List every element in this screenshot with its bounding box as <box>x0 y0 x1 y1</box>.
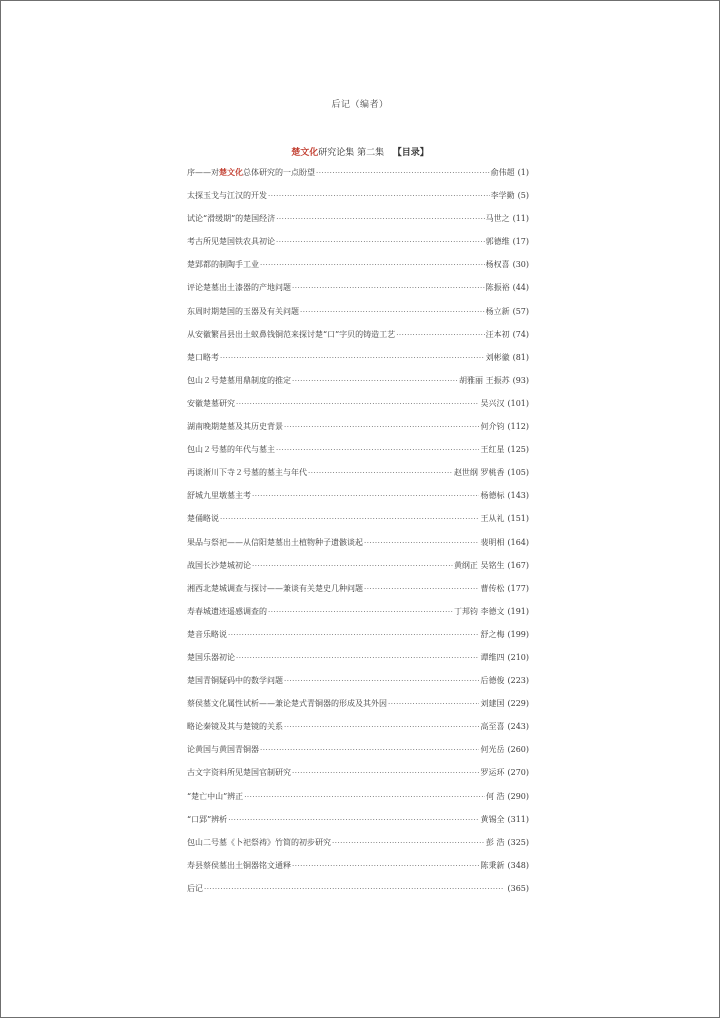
toc-entry-title: “楚亡中山”辨正 <box>187 791 244 801</box>
toc-entry <box>187 346 529 369</box>
toc-entry <box>187 761 529 784</box>
toc-entry-page: (81) <box>512 352 529 362</box>
dot-leader <box>284 670 479 693</box>
toc-series-title: 研究论集 第二集 <box>318 148 385 158</box>
toc-entry-title: 楚口略考 <box>187 352 219 362</box>
toc-entry-author: 吴兴汉 <box>480 398 505 408</box>
toc-entry-author: 后德俊 <box>480 676 505 686</box>
toc-entry-title-suffix: 总体研究的一点盼望 <box>243 168 315 177</box>
toc-entry-title: 论黄国与黄国青铜器 <box>187 745 259 755</box>
toc-entry-title: 楚俑略说 <box>187 514 219 524</box>
toc-entry-page: (11) <box>512 214 529 224</box>
toc-entry-author: 王从礼 <box>480 514 505 524</box>
toc-entry-author: 马世之 <box>485 214 510 224</box>
toc-entry-author: 裴明相 <box>480 537 505 547</box>
toc-entry-title: 舒城九里墩墓主考 <box>187 491 251 501</box>
toc-entry <box>187 369 529 392</box>
dot-leader <box>292 762 479 785</box>
dot-leader <box>204 878 503 901</box>
toc-entry <box>187 877 529 900</box>
dot-leader <box>276 439 479 462</box>
toc-entry-author: 陈秉新 <box>480 860 505 870</box>
toc-entry <box>187 531 529 554</box>
toc-entry-page: (223) <box>507 676 529 686</box>
toc-entry-title: 楚郢都的制陶手工业 <box>187 260 259 270</box>
toc-entry <box>187 600 529 623</box>
toc-label: 【目录】 <box>392 148 429 158</box>
toc-entry-author: 何介钧 <box>480 422 505 432</box>
toc-entry-page: (260) <box>507 745 529 755</box>
dot-leader <box>260 254 485 277</box>
dot-leader <box>332 832 485 855</box>
dot-leader <box>244 786 485 809</box>
afterword-heading: 后记（编者） <box>331 100 389 110</box>
toc-entry-page: (243) <box>507 722 529 732</box>
toc-entry-page: (74) <box>512 329 529 339</box>
toc-entry-page: (270) <box>507 768 529 778</box>
toc-entry-author: 何光岳 <box>480 745 505 755</box>
toc-list <box>187 161 529 900</box>
toc-series-highlight: 楚文化 <box>291 148 319 158</box>
toc-entry <box>187 715 529 738</box>
toc-entry-author: 舒之梅 <box>480 629 505 639</box>
toc-entry-author: 谭维四 <box>480 652 505 662</box>
toc-entry-author: 胡雅丽 王振苏 <box>459 375 510 385</box>
dot-leader <box>292 370 458 393</box>
toc-entry <box>187 207 529 230</box>
toc-entry-title: 战国长沙楚城初论 <box>187 560 251 570</box>
dot-leader <box>364 578 479 601</box>
toc-entry-page: (365) <box>507 883 529 893</box>
toc-entry-author: 罗运环 <box>480 768 505 778</box>
toc-entry-author: 丁邦钧 李德文 <box>453 606 505 616</box>
toc-entry-author: 彭 浩 <box>485 837 505 847</box>
toc-entry <box>187 692 529 715</box>
toc-entry-author: 杨权喜 <box>485 260 510 270</box>
toc-entry-page: (125) <box>507 445 529 455</box>
dot-leader <box>252 485 479 508</box>
toc-entry-page: (290) <box>507 791 529 801</box>
toc-entry-title <box>187 161 315 184</box>
toc-entry-author: 杨德标 <box>480 491 505 501</box>
toc-entry-author: 杨立新 <box>485 306 510 316</box>
toc-entry <box>187 554 529 577</box>
toc-entry-title: 蔡侯墓文化属性试析——兼论楚式青铜器的形成及其外因 <box>187 699 387 709</box>
dot-leader <box>220 508 479 531</box>
toc-entry-page: (229) <box>507 699 529 709</box>
toc-entry-title: 湖南晚期楚墓及其历史背景 <box>187 422 283 432</box>
toc-entry-author: 王红星 <box>480 445 505 455</box>
toc-entry <box>187 461 529 484</box>
toc-entry-author: 郭德维 <box>485 237 510 247</box>
dot-leader <box>268 185 490 208</box>
toc-entry <box>187 184 529 207</box>
toc-entry-page: (311) <box>507 814 529 824</box>
dot-leader <box>228 624 479 647</box>
dot-leader <box>316 162 490 185</box>
toc-entry <box>187 808 529 831</box>
toc-entry-title: 评论楚墓出土漆器的产地问题 <box>187 283 291 293</box>
toc-entry <box>187 415 529 438</box>
toc-entry-page: (167) <box>507 560 529 570</box>
toc-entry-page: (1) <box>517 168 529 177</box>
toc-entry-page: (93) <box>512 375 529 385</box>
toc-entry-title: 寿县蔡侯墓出土铜器铭文通释 <box>187 860 291 870</box>
toc-entry-page: (191) <box>507 606 529 616</box>
toc-entry-title: 古文字资料所见楚国官制研究 <box>187 768 291 778</box>
dot-leader <box>292 855 479 878</box>
toc-entry <box>187 854 529 877</box>
toc-entry-author: 李学勤 <box>490 191 515 201</box>
toc-entry <box>187 323 529 346</box>
toc-entry-author: 黄锡全 <box>480 814 505 824</box>
toc-entry-title: 再谈淅川下寺２号墓的墓主与年代 <box>187 468 307 478</box>
toc-entry-title: 湘西北楚城调查与探讨——兼谈有关楚史几种问题 <box>187 583 363 593</box>
dot-leader <box>388 693 479 716</box>
dot-leader <box>292 277 485 300</box>
toc-entry-page: (151) <box>507 514 529 524</box>
toc-entry <box>187 438 529 461</box>
toc-entry <box>187 253 529 276</box>
toc-entry-page: (112) <box>507 422 529 432</box>
toc-entry <box>187 161 529 184</box>
toc-entry-title: 寿春城遗迹遥感调查的 <box>187 606 267 616</box>
toc-entry <box>187 230 529 253</box>
toc-entry <box>187 300 529 323</box>
toc-entry-page: (5) <box>517 191 529 201</box>
dot-leader <box>236 393 479 416</box>
toc-entry-title: 楚国乐器初论 <box>187 652 235 662</box>
toc-entry-page: (143) <box>507 491 529 501</box>
dot-leader <box>284 716 479 739</box>
toc-entry-title: 包山二号墓《卜祀祭祷》竹简的初步研究 <box>187 837 331 847</box>
toc-entry <box>187 738 529 761</box>
dot-leader <box>300 301 485 324</box>
toc-entry-page: (199) <box>507 629 529 639</box>
toc-entry-title: 试论“滑缓期”的楚国经济 <box>187 214 276 224</box>
toc-entry-author: 高至喜 <box>480 722 505 732</box>
dot-leader <box>276 231 485 254</box>
toc-entry-title: 包山２号楚墓用鼎制度的推定 <box>187 375 291 385</box>
dot-leader <box>220 347 485 370</box>
dot-leader <box>308 462 453 485</box>
toc-entry <box>187 484 529 507</box>
toc-entry-title: 楚音乐略说 <box>187 629 227 639</box>
toc-entry-title: 略论秦镜及其与楚镜的关系 <box>187 722 283 732</box>
toc-entry <box>187 785 529 808</box>
toc-entry-page: (325) <box>507 837 529 847</box>
toc-entry-title: 后记 <box>187 883 203 893</box>
toc-entry-page: (17) <box>512 237 529 247</box>
toc-entry-author: 俞伟超 <box>490 168 515 177</box>
toc-entry-author: 何 浩 <box>485 791 505 801</box>
toc-entry-title: 东周时期楚国的玉器及有关问题 <box>187 306 299 316</box>
toc-entry-page: (105) <box>507 468 529 478</box>
toc-entry-page: (210) <box>507 652 529 662</box>
toc-entry-title: “口郢”辨析 <box>187 814 228 824</box>
dot-leader <box>268 601 453 624</box>
dot-leader <box>228 809 479 832</box>
toc-entry-title: 楚国青铜疑码中的数学问题 <box>187 676 283 686</box>
dot-leader <box>276 208 484 231</box>
toc-entry-author: 刘彬徽 <box>485 352 510 362</box>
toc-entry-page: (101) <box>507 398 529 408</box>
toc-entry-author: 刘建国 <box>480 699 505 709</box>
toc-entry-author: 陈振裕 <box>485 283 510 293</box>
toc-entry-author: 曹传松 <box>480 583 505 593</box>
toc-entry-title: 从安徽繁昌县出土蚁鼻钱铜范来探讨楚“口”字贝的铸造工艺 <box>187 329 396 339</box>
dot-leader <box>252 555 453 578</box>
toc-entry <box>187 276 529 299</box>
toc-entry-page: (44) <box>512 283 529 293</box>
toc-entry <box>187 623 529 646</box>
toc-entry-title-highlight: 楚文化 <box>219 167 243 177</box>
toc-entry-author: 赵世纲 罗桃香 <box>453 468 505 478</box>
toc-entry <box>187 392 529 415</box>
toc-entry-author: 汪本初 <box>485 329 510 339</box>
dot-leader <box>236 647 479 670</box>
toc-entry <box>187 577 529 600</box>
toc-entry-page: (164) <box>507 537 529 547</box>
toc-entry-title: 安徽楚墓研究 <box>187 398 235 408</box>
toc-entry <box>187 831 529 854</box>
toc-heading <box>0 145 720 158</box>
toc-entry-title-prefix: 序——对 <box>187 168 219 177</box>
toc-entry-page: (57) <box>512 306 529 316</box>
dot-leader <box>260 739 479 762</box>
toc-entry <box>187 507 529 530</box>
toc-entry-page: (30) <box>512 260 529 270</box>
dot-leader <box>396 324 484 347</box>
toc-entry-title: 考古所见楚国铁农具初论 <box>187 237 275 247</box>
toc-entry-title: 果品与祭祀——从信阳楚墓出土植物种子遗骸谈起 <box>187 537 363 547</box>
toc-entry-title: 包山２号墓的年代与墓主 <box>187 445 275 455</box>
dot-leader <box>364 532 479 555</box>
toc-entry-author: 黄纲正 吴铭生 <box>453 560 505 570</box>
toc-entry <box>187 646 529 669</box>
toc-entry-title: 太探玉戈与江汉的开发 <box>187 191 267 201</box>
dot-leader <box>284 416 479 439</box>
toc-entry <box>187 669 529 692</box>
toc-entry-page: (348) <box>507 860 529 870</box>
toc-entry-page: (177) <box>507 583 529 593</box>
